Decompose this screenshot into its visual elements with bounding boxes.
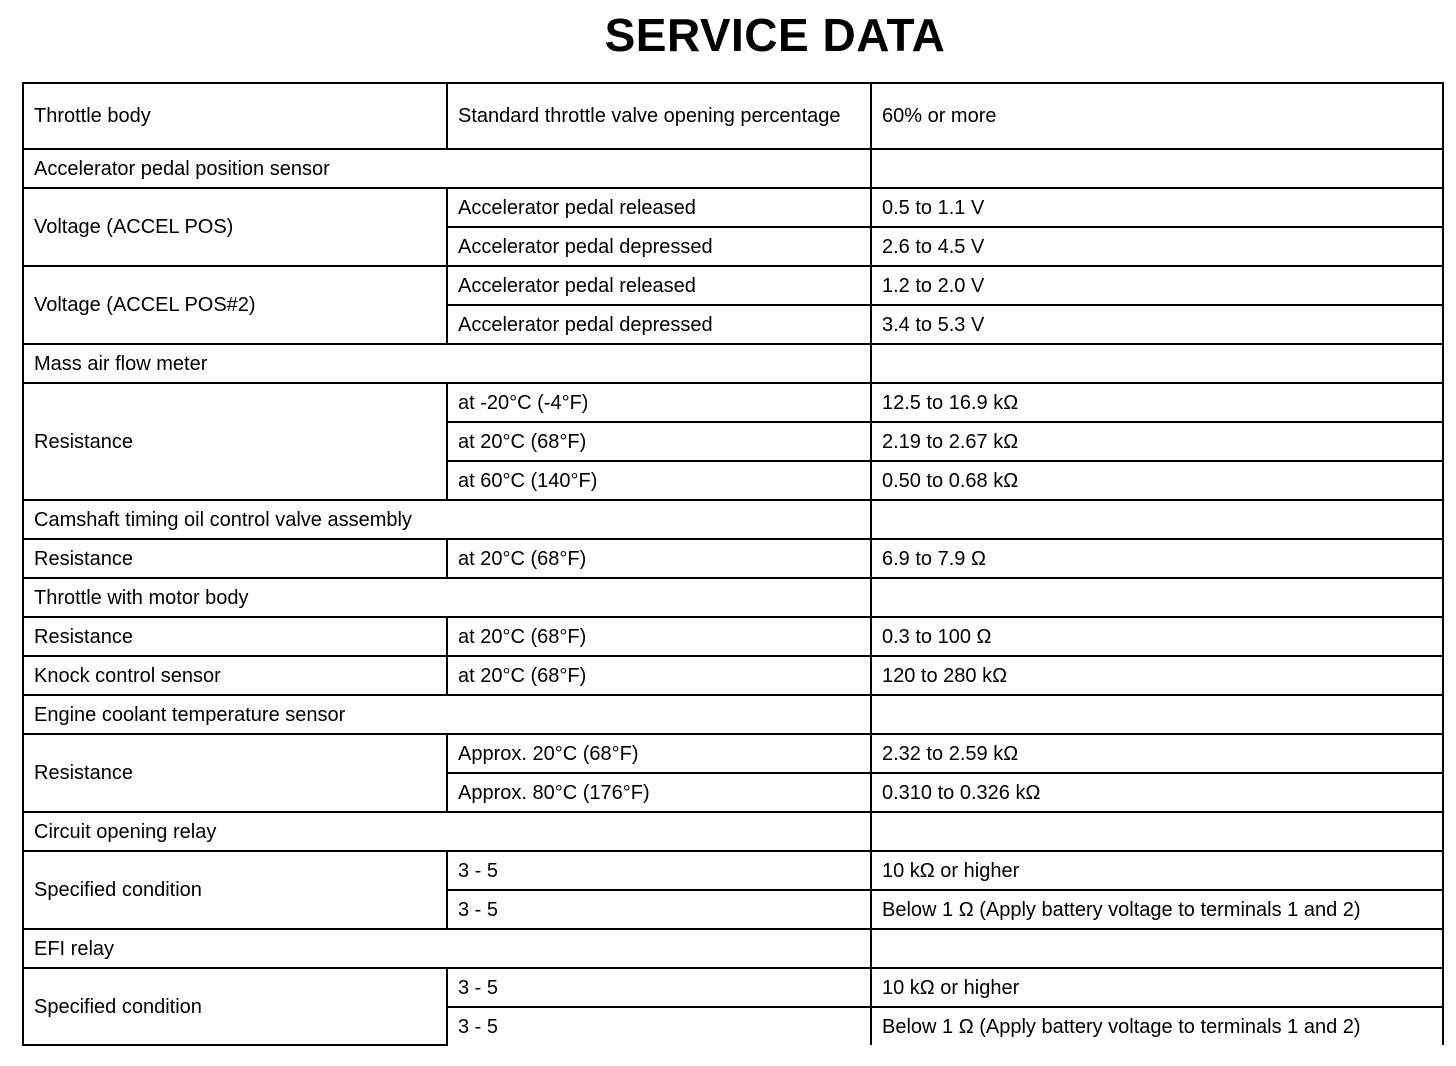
- value-cell: [871, 812, 1443, 851]
- section-row: [23, 500, 1443, 539]
- value-cell: [871, 695, 1443, 734]
- value-cell: Below 1 Ω (Apply battery voltage to terminals 1 and 2): [871, 890, 1443, 929]
- condition-cell: at 60°C (140°F): [447, 461, 871, 500]
- value-cell: 0.5 to 1.1 V: [871, 188, 1443, 227]
- service-data-table: [22, 82, 1444, 1046]
- condition-cell: at 20°C (68°F): [447, 617, 871, 656]
- value-cell: 10 kΩ or higher: [871, 851, 1443, 890]
- item-cell: Resistance: [23, 734, 447, 812]
- value-cell: 2.32 to 2.59 kΩ: [871, 734, 1443, 773]
- table-row: [23, 188, 1443, 227]
- condition-cell: 3 - 5: [447, 1007, 871, 1045]
- item-cell: Voltage (ACCEL POS#2): [23, 266, 447, 344]
- table-row: [23, 383, 1443, 422]
- item-cell: Knock control sensor: [23, 656, 447, 695]
- condition-cell: at 20°C (68°F): [447, 422, 871, 461]
- condition-cell: at 20°C (68°F): [447, 656, 871, 695]
- value-cell: [871, 929, 1443, 968]
- section-heading: Throttle with motor body: [23, 578, 871, 617]
- condition-cell: Accelerator pedal depressed: [447, 305, 871, 344]
- condition-cell: Approx. 80°C (176°F): [447, 773, 871, 812]
- section-heading: Camshaft timing oil control valve assembly: [23, 500, 871, 539]
- value-cell: Below 1 Ω (Apply battery voltage to terminals 1 and 2): [871, 1007, 1443, 1045]
- section-heading: Mass air flow meter: [23, 344, 871, 383]
- condition-cell: at -20°C (-4°F): [447, 383, 871, 422]
- item-cell: Throttle body: [23, 83, 447, 149]
- value-cell: 60% or more: [871, 83, 1443, 149]
- section-row: [23, 578, 1443, 617]
- item-cell: Specified condition: [23, 968, 447, 1045]
- condition-cell: at 20°C (68°F): [447, 539, 871, 578]
- value-cell: 0.3 to 100 Ω: [871, 617, 1443, 656]
- value-cell: 0.310 to 0.326 kΩ: [871, 773, 1443, 812]
- table-row: [23, 617, 1443, 656]
- item-cell: Specified condition: [23, 851, 447, 929]
- item-cell: Voltage (ACCEL POS): [23, 188, 447, 266]
- section-row: [23, 812, 1443, 851]
- section-heading: EFI relay: [23, 929, 871, 968]
- value-cell: 1.2 to 2.0 V: [871, 266, 1443, 305]
- table-row: [23, 734, 1443, 773]
- value-cell: 120 to 280 kΩ: [871, 656, 1443, 695]
- section-heading: Accelerator pedal position sensor: [23, 149, 871, 188]
- value-cell: 2.6 to 4.5 V: [871, 227, 1443, 266]
- item-cell: Resistance: [23, 539, 447, 578]
- condition-cell: Accelerator pedal released: [447, 188, 871, 227]
- value-cell: [871, 578, 1443, 617]
- item-cell: Resistance: [23, 617, 447, 656]
- section-row: [23, 149, 1443, 188]
- section-heading: Circuit opening relay: [23, 812, 871, 851]
- section-row: [23, 695, 1443, 734]
- condition-cell: Standard throttle valve opening percentage: [447, 83, 871, 149]
- condition-cell: Approx. 20°C (68°F): [447, 734, 871, 773]
- condition-cell: 3 - 5: [447, 851, 871, 890]
- value-cell: 2.19 to 2.67 kΩ: [871, 422, 1443, 461]
- table-row: [23, 851, 1443, 890]
- section-row: [23, 929, 1443, 968]
- table-row: [23, 266, 1443, 305]
- value-cell: 0.50 to 0.68 kΩ: [871, 461, 1443, 500]
- value-cell: [871, 149, 1443, 188]
- value-cell: 6.9 to 7.9 Ω: [871, 539, 1443, 578]
- table-row: [23, 656, 1443, 695]
- condition-cell: Accelerator pedal depressed: [447, 227, 871, 266]
- value-cell: 3.4 to 5.3 V: [871, 305, 1443, 344]
- table-row: [23, 83, 1443, 149]
- value-cell: 12.5 to 16.9 kΩ: [871, 383, 1443, 422]
- table-row: [23, 968, 1443, 1007]
- value-cell: 10 kΩ or higher: [871, 968, 1443, 1007]
- item-cell: Resistance: [23, 383, 447, 500]
- section-row: [23, 344, 1443, 383]
- condition-cell: Accelerator pedal released: [447, 266, 871, 305]
- page-title: SERVICE DATA: [604, 9, 946, 61]
- value-cell: [871, 344, 1443, 383]
- condition-cell: 3 - 5: [447, 968, 871, 1007]
- condition-cell: 3 - 5: [447, 890, 871, 929]
- table-row: [23, 539, 1443, 578]
- section-heading: Engine coolant temperature sensor: [23, 695, 871, 734]
- value-cell: [871, 500, 1443, 539]
